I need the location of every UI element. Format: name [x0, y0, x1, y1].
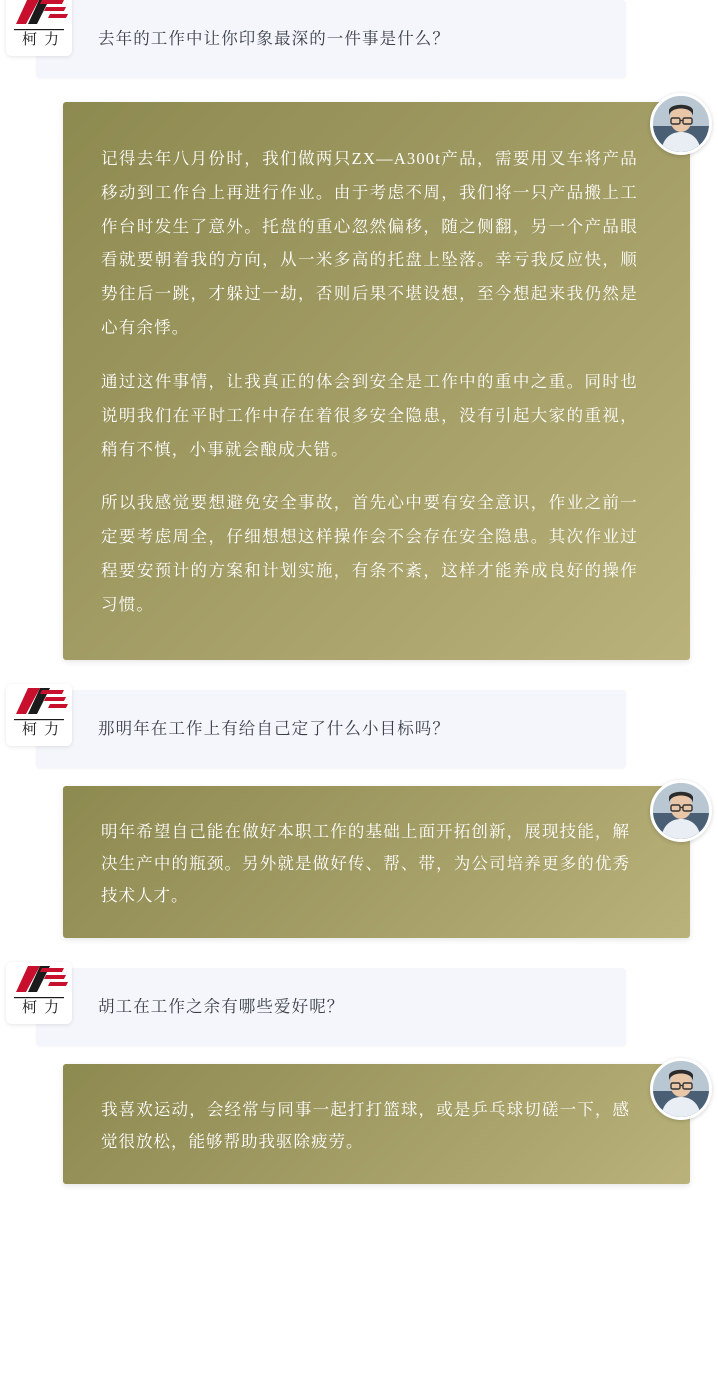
svg-text:力: 力 [44, 721, 60, 738]
answer-block-1 [0, 102, 718, 660]
svg-text:力: 力 [44, 32, 60, 48]
question-text-2: 那明年在工作上有给自己定了什么小目标吗？ [98, 718, 450, 738]
ke-li-logo-icon [6, 962, 72, 1024]
question-bubble-2 [36, 690, 626, 768]
answer-paragraph: 通过这件事情，让我真正的体会到安全是工作中的重中之重。同时也说明我们在平时工作中存在着很多安全隐患，没有引起大家的重视，稍有不慎，小事就会酿成大错。 [101, 371, 638, 459]
question-text-3: 胡工在工作之余有哪些爱好呢？ [98, 997, 345, 1017]
question-block-3 [0, 968, 718, 1046]
svg-text:柯: 柯 [22, 721, 38, 738]
answer-bubble-3 [63, 1064, 690, 1184]
answer-paragraph: 记得去年八月份时，我们做两只ZX—A300t产品，需要用叉车将产品移动到工作台上再进行作业。由于考虑不周，我们将一只产品搬上工作台时发生了意外。托盘的重心忽然偏移，随之侧翻，另一个产品眼看就要朝着我的方向，从一米多高的托盘上坠落。幸亏我反应快，顺势往后一跳，才躲过一劫，否则后果不堪设想，至今想起来我仍然是心有余悸。 [101, 149, 638, 338]
question-block-2 [0, 690, 718, 768]
svg-text:柯: 柯 [22, 1000, 38, 1017]
avatar [650, 780, 712, 842]
answer-block-3 [0, 1064, 718, 1184]
question-block-1 [0, 0, 718, 78]
question-bubble-1 [36, 0, 626, 78]
avatar [650, 1058, 712, 1120]
question-bubble-3 [36, 968, 626, 1046]
question-text-1: 去年的工作中让你印象最深的一件事是什么？ [98, 28, 450, 48]
svg-text:柯: 柯 [22, 32, 38, 48]
answer-bubble-1 [63, 102, 690, 660]
svg-text:力: 力 [44, 1000, 60, 1017]
answer-paragraph: 我喜欢运动，会经常与同事一起打打篮球，或是乒乓球切磋一下，感觉很放松，能够帮助我驱除疲劳。 [101, 1100, 630, 1152]
ke-li-logo-icon [6, 684, 72, 746]
answer-block-2 [0, 786, 718, 939]
avatar [650, 93, 712, 155]
answer-paragraph: 明年希望自己能在做好本职工作的基础上面开拓创新，展现技能，解决生产中的瓶颈。另外就是做好传、帮、带，为公司培养更多的优秀技术人才。 [101, 821, 630, 905]
ke-li-logo-icon [6, 0, 72, 56]
answer-paragraph: 所以我感觉要想避免安全事故，首先心中要有安全意识，作业之前一定要考虑周全，仔细想想这样操作会不会存在安全隐患。其次作业过程要安预计的方案和计划实施，有条不紊，这样才能养成良好的操作习惯。 [101, 493, 638, 614]
answer-bubble-2 [63, 786, 690, 939]
